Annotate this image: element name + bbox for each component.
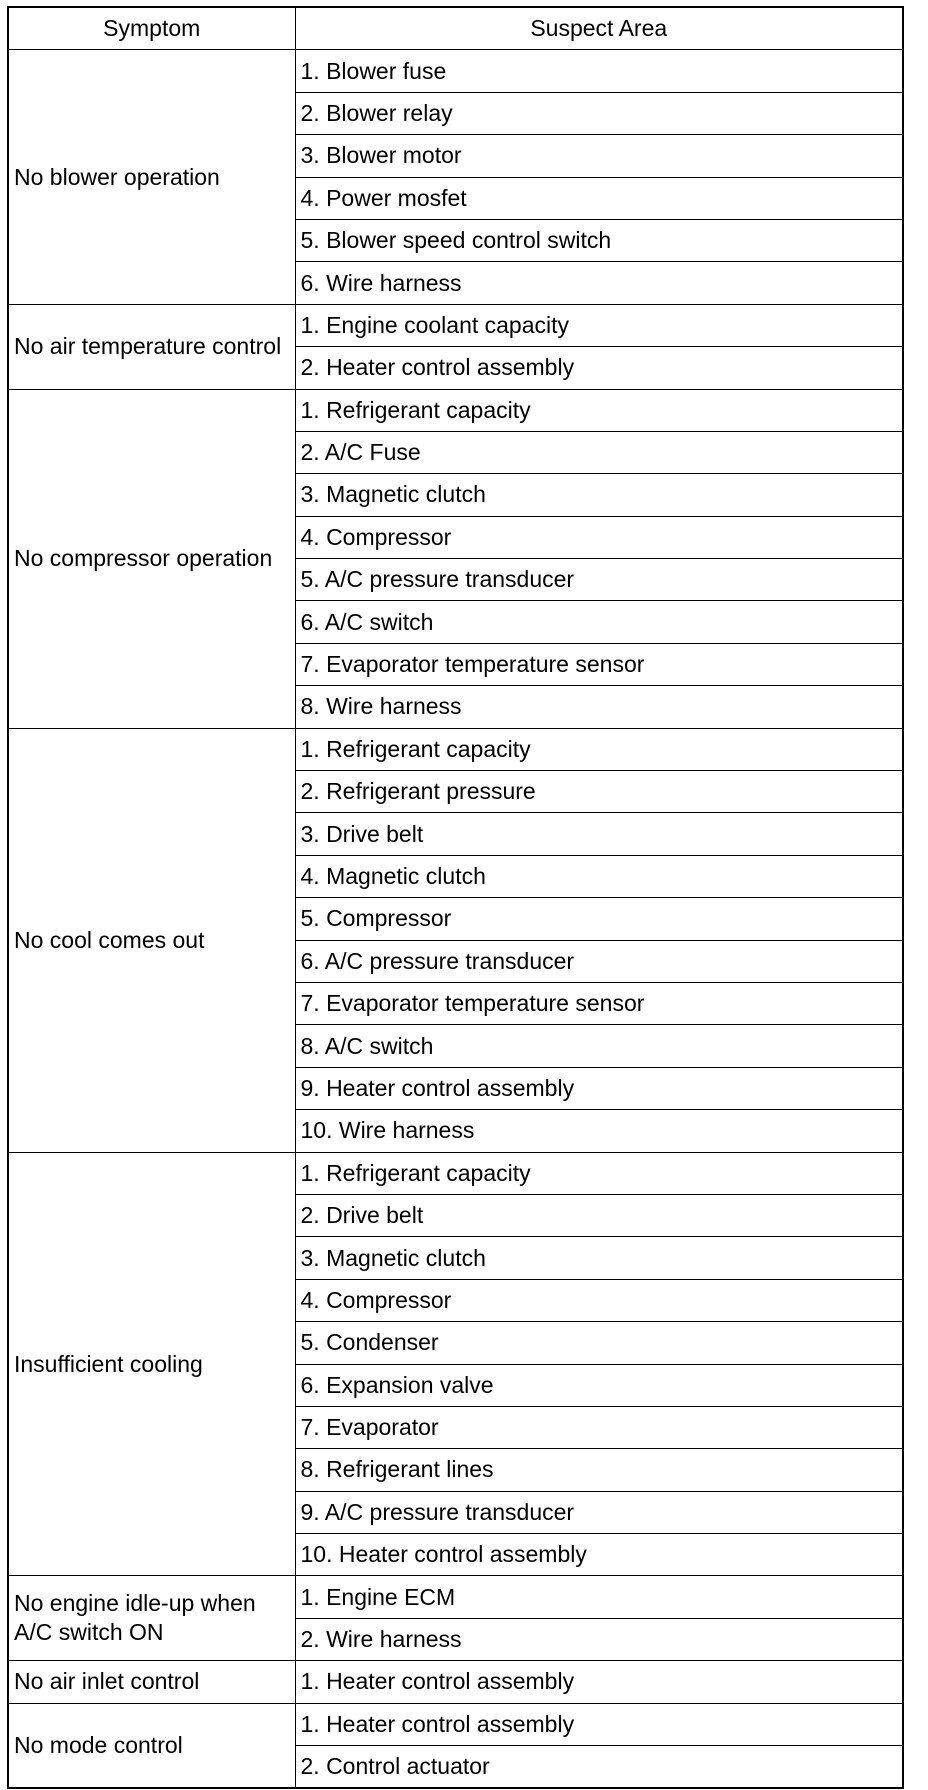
suspect-area-cell: 6. A/C switch bbox=[295, 601, 903, 643]
table-row bbox=[8, 1661, 903, 1703]
suspect-area-cell: 3. Magnetic clutch bbox=[295, 474, 903, 516]
suspect-area-cell: 1. Heater control assembly bbox=[295, 1661, 903, 1703]
suspect-area-cell: 1. Engine ECM bbox=[295, 1576, 903, 1618]
suspect-area-cell: 10. Wire harness bbox=[295, 1110, 903, 1152]
symptom-cell: No air inlet control bbox=[8, 1661, 295, 1703]
table-row bbox=[8, 1703, 903, 1745]
suspect-area-cell: 7. Evaporator temperature sensor bbox=[295, 643, 903, 685]
suspect-area-cell: 6. Wire harness bbox=[295, 262, 903, 304]
symptom-cell: No compressor operation bbox=[8, 389, 295, 728]
suspect-area-cell: 5. Condenser bbox=[295, 1322, 903, 1364]
suspect-area-cell: 8. Refrigerant lines bbox=[295, 1449, 903, 1491]
symptom-cell: No air temperature control bbox=[8, 304, 295, 389]
table-body bbox=[8, 50, 903, 1789]
suspect-area-cell: 9. Heater control assembly bbox=[295, 1067, 903, 1109]
suspect-area-cell: 2. Blower relay bbox=[295, 92, 903, 134]
symptom-cell: No engine idle-up when A/C switch ON bbox=[8, 1576, 295, 1661]
suspect-area-header: Suspect Area bbox=[295, 7, 903, 50]
troubleshooting-table bbox=[7, 6, 904, 1789]
symptom-header: Symptom bbox=[8, 7, 295, 50]
symptom-cell: Insufficient cooling bbox=[8, 1152, 295, 1576]
suspect-area-cell: 7. Evaporator bbox=[295, 1406, 903, 1448]
suspect-area-cell: 2. Drive belt bbox=[295, 1194, 903, 1236]
symptom-cell: No cool comes out bbox=[8, 728, 295, 1152]
table-row bbox=[8, 304, 903, 346]
suspect-area-cell: 1. Refrigerant capacity bbox=[295, 389, 903, 431]
suspect-area-cell: 4. Magnetic clutch bbox=[295, 855, 903, 897]
suspect-area-cell: 8. Wire harness bbox=[295, 686, 903, 728]
header-row bbox=[8, 7, 903, 50]
suspect-area-cell: 2. Heater control assembly bbox=[295, 347, 903, 389]
table-row bbox=[8, 1152, 903, 1194]
suspect-area-cell: 5. Blower speed control switch bbox=[295, 219, 903, 261]
suspect-area-cell: 2. Control actuator bbox=[295, 1746, 903, 1789]
suspect-area-cell: 1. Heater control assembly bbox=[295, 1703, 903, 1745]
suspect-area-cell: 6. A/C pressure transducer bbox=[295, 940, 903, 982]
suspect-area-cell: 1. Refrigerant capacity bbox=[295, 728, 903, 770]
suspect-area-cell: 8. A/C switch bbox=[295, 1025, 903, 1067]
table-row bbox=[8, 728, 903, 770]
suspect-area-cell: 6. Expansion valve bbox=[295, 1364, 903, 1406]
table-row bbox=[8, 389, 903, 431]
suspect-area-cell: 5. A/C pressure transducer bbox=[295, 559, 903, 601]
symptom-cell: No blower operation bbox=[8, 50, 295, 304]
table-row bbox=[8, 1576, 903, 1618]
suspect-area-cell: 1. Blower fuse bbox=[295, 50, 903, 92]
suspect-area-cell: 4. Compressor bbox=[295, 516, 903, 558]
suspect-area-cell: 7. Evaporator temperature sensor bbox=[295, 982, 903, 1024]
suspect-area-cell: 1. Refrigerant capacity bbox=[295, 1152, 903, 1194]
suspect-area-cell: 4. Power mosfet bbox=[295, 177, 903, 219]
suspect-area-cell: 2. Wire harness bbox=[295, 1618, 903, 1660]
suspect-area-cell: 10. Heater control assembly bbox=[295, 1534, 903, 1576]
suspect-area-cell: 3. Drive belt bbox=[295, 813, 903, 855]
suspect-area-cell: 1. Engine coolant capacity bbox=[295, 304, 903, 346]
suspect-area-cell: 3. Blower motor bbox=[295, 135, 903, 177]
suspect-area-cell: 5. Compressor bbox=[295, 898, 903, 940]
table-row bbox=[8, 50, 903, 92]
suspect-area-cell: 2. A/C Fuse bbox=[295, 431, 903, 473]
suspect-area-cell: 2. Refrigerant pressure bbox=[295, 771, 903, 813]
suspect-area-cell: 3. Magnetic clutch bbox=[295, 1237, 903, 1279]
symptom-cell: No mode control bbox=[8, 1703, 295, 1788]
suspect-area-cell: 9. A/C pressure transducer bbox=[295, 1491, 903, 1533]
suspect-area-cell: 4. Compressor bbox=[295, 1279, 903, 1321]
